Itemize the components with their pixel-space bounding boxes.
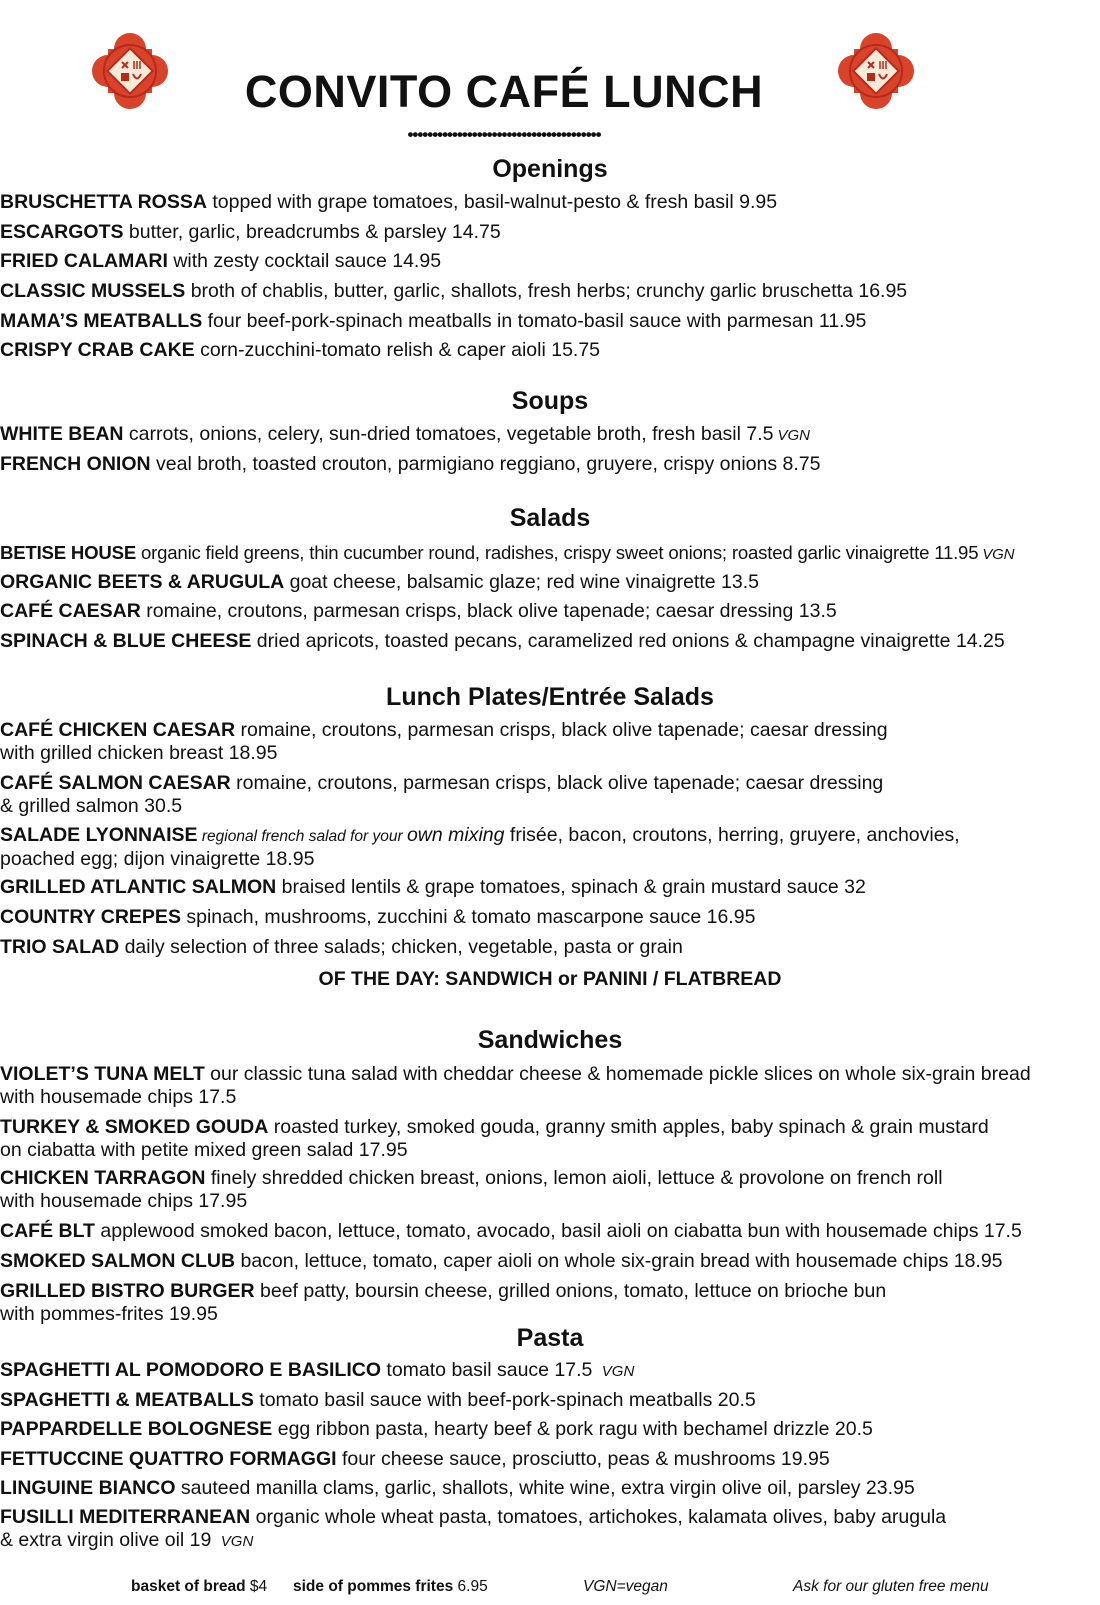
- vegan-tag: VGN: [982, 546, 1015, 563]
- item-name: CHICKEN TARRAGON: [0, 1167, 206, 1189]
- item-note: regional french salad for your: [197, 828, 407, 845]
- item-name: CLASSIC MUSSELS: [0, 280, 186, 302]
- item-desc: our classic tuna salad with cheddar cheese & homemade pickle slices on whole six-grain bread: [204, 1063, 1031, 1085]
- item-name: FRENCH ONION: [0, 453, 151, 475]
- item-desc: romaine, croutons, parmesan crisps, black olive tapenade; caesar dressing: [235, 719, 888, 741]
- section-title-soups: Soups: [511, 387, 589, 415]
- item-name: CAFÉ BLT: [0, 1220, 95, 1242]
- frites-price: 6.95: [453, 1578, 488, 1595]
- item-name: SMOKED SALMON CLUB: [0, 1250, 236, 1272]
- item-desc-line2: with grilled chicken breast 18.95: [0, 742, 278, 764]
- item-desc: four beef-pork-spinach meatballs in tomato-basil sauce with parmesan 11.95: [202, 310, 867, 332]
- menu-item: [0, 1220, 1090, 1243]
- item-name: PAPPARDELLE BOLOGNESE: [0, 1418, 273, 1440]
- item-desc: egg ribbon pasta, hearty beef & pork ragu with bechamel drizzle 20.5: [272, 1418, 873, 1440]
- menu-item: [0, 541, 1090, 566]
- menu-item: [0, 453, 1090, 476]
- item-desc: roasted turkey, smoked gouda, granny smith apples, baby spinach & grain mustard: [268, 1116, 989, 1138]
- gluten-free-note: Ask for our gluten free menu: [793, 1578, 989, 1595]
- footer-bread: [131, 1578, 267, 1596]
- menu-item: [0, 339, 1090, 362]
- item-name: MAMA’S MEATBALLS: [0, 310, 203, 332]
- menu-item: [0, 221, 1090, 244]
- menu-item: [0, 1167, 1090, 1213]
- of-the-day-note: OF THE DAY: SANDWICH or PANINI / FLATBREAD: [318, 968, 782, 990]
- item-desc: braised lentils & grape tomatoes, spinach & grain mustard sauce 32: [276, 876, 866, 898]
- item-desc: beef patty, boursin cheese, grilled onions, tomato, lettuce on brioche bun: [254, 1280, 887, 1302]
- item-desc: spinach, mushrooms, zucchini & tomato mascarpone sauce 16.95: [180, 906, 756, 928]
- item-name: ORGANIC BEETS & ARUGULA: [0, 571, 285, 593]
- item-desc: corn-zucchini-tomato relish & caper aioli 15.75: [194, 339, 601, 361]
- menu-item: [0, 280, 1090, 303]
- item-desc-line2: on ciabatta with petite mixed green salad 17.95: [0, 1139, 408, 1161]
- item-desc: tomato basil sauce 17.5: [381, 1359, 598, 1381]
- item-desc: frisée, bacon, croutons, herring, gruyere, anchovies,: [504, 824, 960, 846]
- item-desc: veal broth, toasted crouton, parmigiano reggiano, gruyere, crispy onions 8.75: [150, 453, 821, 475]
- item-note-emphasis: own mixing: [406, 824, 505, 846]
- item-desc-line2: & grilled salmon 30.5: [0, 795, 183, 817]
- item-name: BRUSCHETTA ROSSA: [0, 191, 207, 213]
- item-desc-line2: & extra virgin olive oil 19: [0, 1529, 217, 1551]
- menu-title: CONVITO CAFÉ LUNCH: [244, 66, 764, 117]
- item-desc-line2: with housemade chips 17.5: [0, 1086, 237, 1108]
- menu-item: [0, 1250, 1090, 1273]
- item-name: FRIED CALAMARI: [0, 250, 168, 272]
- menu-item: [0, 1389, 1090, 1412]
- item-desc: four cheese sauce, prosciutto, peas & mushrooms 19.95: [336, 1448, 830, 1470]
- frites-label: side of pommes frites: [293, 1578, 454, 1595]
- item-desc-line2: with housemade chips 17.95: [0, 1190, 248, 1212]
- item-desc: organic whole wheat pasta, tomatoes, artichokes, kalamata olives, baby arugula: [250, 1506, 947, 1528]
- item-desc: with zesty cocktail sauce 14.95: [167, 250, 442, 272]
- item-desc: sauteed manilla clams, garlic, shallots, white wine, extra virgin olive oil, parsley 23.95: [175, 1477, 915, 1499]
- menu-item: [0, 1448, 1090, 1471]
- menu-item: [0, 906, 1090, 929]
- section-title-pasta: Pasta: [516, 1324, 584, 1352]
- menu-item: [0, 1506, 1090, 1553]
- section-title-sandwiches: Sandwiches: [477, 1026, 623, 1054]
- item-desc-line2: with pommes-frites 19.95: [0, 1303, 218, 1325]
- item-desc: tomato basil sauce with beef-pork-spinach meatballs 20.5: [253, 1389, 756, 1411]
- item-name: COUNTRY CREPES: [0, 906, 181, 928]
- item-name: ESCARGOTS: [0, 221, 124, 243]
- item-name: TURKEY & SMOKED GOUDA: [0, 1116, 269, 1138]
- footer-frites: [293, 1578, 488, 1596]
- menu-item: [0, 1477, 1090, 1500]
- item-desc: daily selection of three salads; chicken, vegetable, pasta or grain: [119, 936, 683, 958]
- item-desc: applewood smoked bacon, lettuce, tomato, avocado, basil aioli on ciabatta bun with housemade chips 17.5: [94, 1220, 1022, 1242]
- item-name: FETTUCCINE QUATTRO FORMAGGI: [0, 1448, 337, 1470]
- vegan-tag: VGN: [220, 1533, 254, 1550]
- item-desc: butter, garlic, breadcrumbs & parsley 14.75: [123, 221, 501, 243]
- section-title-openings: Openings: [492, 155, 608, 183]
- menu-item: [0, 772, 1090, 818]
- bread-price: $4: [245, 1578, 268, 1595]
- item-desc-line2: poached egg; dijon vinaigrette 18.95: [0, 848, 315, 870]
- menu-item: [0, 250, 1090, 273]
- item-name: CAFÉ CHICKEN CAESAR: [0, 719, 236, 741]
- item-desc: carrots, onions, celery, sun-dried tomatoes, vegetable broth, fresh basil 7.5: [123, 423, 774, 445]
- section-title-lunch-plates: Lunch Plates/Entrée Salads: [386, 683, 714, 711]
- item-desc: dried apricots, toasted pecans, caramelized red onions & champagne vinaigrette 14.25: [251, 630, 1005, 652]
- item-name: LINGUINE BIANCO: [0, 1477, 176, 1499]
- menu-item: [0, 423, 1090, 447]
- vgn-legend: VGN=vegan: [583, 1578, 668, 1595]
- menu-item: [0, 719, 1090, 765]
- item-name: VIOLET’S TUNA MELT: [0, 1063, 205, 1085]
- menu-item: [0, 936, 1090, 959]
- title-divider: •••••••••••••••••••••••••••••••••••••••: [407, 125, 601, 144]
- menu-item: [0, 1359, 1090, 1383]
- item-desc: bacon, lettuce, tomato, caper aioli on whole six-grain bread with housemade chips 18.95: [235, 1250, 1003, 1272]
- item-name: FUSILLI MEDITERRANEAN: [0, 1506, 251, 1528]
- item-desc: goat cheese, balsamic glaze; red wine vinaigrette 13.5: [284, 571, 759, 593]
- item-name: SPAGHETTI AL POMODORO E BASILICO: [0, 1359, 381, 1381]
- item-desc: romaine, croutons, parmesan crisps, black olive tapenade; caesar dressing: [230, 772, 884, 794]
- item-desc: topped with grape tomatoes, basil-walnut-pesto & fresh basil 9.95: [206, 191, 778, 213]
- menu-item: [0, 824, 1090, 871]
- item-name: CRISPY CRAB CAKE: [0, 339, 195, 361]
- menu-item: [0, 1063, 1090, 1109]
- footer-gluten-free: [793, 1578, 989, 1596]
- item-name: GRILLED BISTRO BURGER: [0, 1280, 255, 1302]
- item-name: BETISE HOUSE: [0, 542, 137, 563]
- item-name: SPAGHETTI & MEATBALLS: [0, 1389, 254, 1411]
- item-name: GRILLED ATLANTIC SALMON: [0, 876, 277, 898]
- bread-label: basket of bread: [131, 1578, 246, 1595]
- vegan-tag: VGN: [601, 1363, 635, 1380]
- section-title-salads: Salads: [509, 504, 591, 532]
- menu-item: [0, 571, 1090, 594]
- menu-item: [0, 1280, 1090, 1326]
- item-name: CAFÉ CAESAR: [0, 600, 141, 622]
- item-desc: finely shredded chicken breast, onions, lemon aioli, lettuce & provolone on french roll: [205, 1167, 943, 1189]
- menu-item: [0, 1418, 1090, 1441]
- menu-item: [0, 191, 1090, 214]
- menu-item: [0, 876, 1090, 899]
- item-name: SALADE LYONNAISE: [0, 824, 198, 846]
- item-name: TRIO SALAD: [0, 936, 120, 958]
- item-name: CAFÉ SALMON CAESAR: [0, 772, 231, 794]
- menu-item: [0, 1116, 1090, 1162]
- menu-item: [0, 630, 1090, 653]
- vegan-tag: VGN: [777, 427, 810, 444]
- menu-item: [0, 310, 1090, 333]
- item-name: SPINACH & BLUE CHEESE: [0, 630, 252, 652]
- item-desc: broth of chablis, butter, garlic, shallots, fresh herbs; crunchy garlic bruschetta 16.95: [185, 280, 908, 302]
- item-desc: romaine, croutons, parmesan crisps, black olive tapenade; caesar dressing 13.5: [140, 600, 837, 622]
- item-desc: organic field greens, thin cucumber round, radishes, crispy sweet onions; roasted garlic vinaigrette 11.95: [136, 542, 979, 563]
- footer-vgn-legend: [583, 1578, 668, 1596]
- item-name: WHITE BEAN: [0, 423, 124, 445]
- menu-item: [0, 600, 1090, 623]
